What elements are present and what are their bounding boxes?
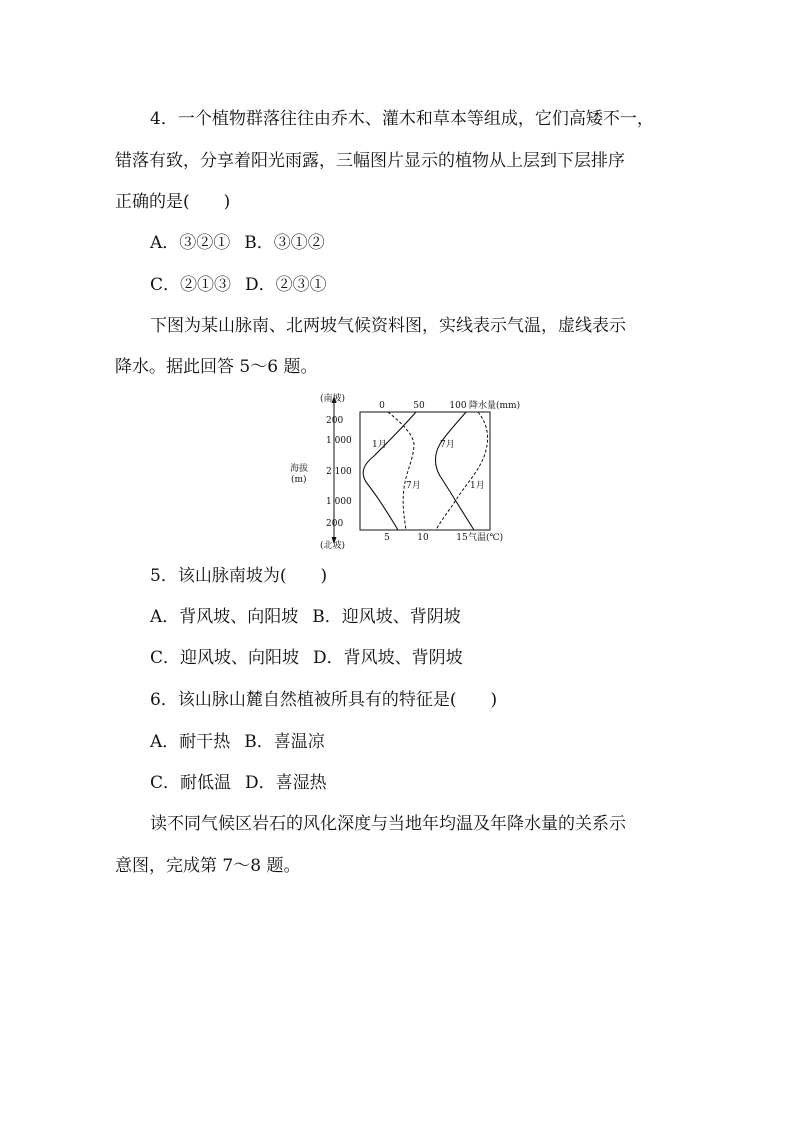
- q6-option-a: A．耐干热: [150, 732, 231, 752]
- temp-tick: 5: [384, 533, 390, 543]
- q6-option-c: C．耐低温: [150, 773, 232, 793]
- altitude-unit: (m): [291, 475, 307, 485]
- jul-temperature-curve: [436, 412, 475, 530]
- altitude-title: 海拔: [290, 464, 309, 474]
- precip-tick: 100: [449, 401, 467, 411]
- q4-option-d: D．②③①: [245, 275, 327, 295]
- q4-option-a: A．③②①: [150, 233, 231, 253]
- temp-tick: 15: [456, 533, 468, 543]
- temp-axis-label: 气温(℃): [468, 533, 504, 543]
- y-tick: 200: [326, 416, 344, 426]
- q5-option-a: A．背风坡、向阳坡: [150, 607, 299, 627]
- jan-precipitation-curve: [388, 412, 414, 530]
- q4-options-cd: [150, 274, 327, 296]
- y-tick: 1 000: [326, 497, 352, 507]
- q6-options-ab: [150, 731, 325, 753]
- y-tick: 1 000: [326, 436, 352, 446]
- q4-option-c: C．②①③: [150, 275, 232, 295]
- precip-tick: 50: [413, 401, 425, 411]
- q6-options-cd: [150, 772, 327, 794]
- temp-tick: 10: [417, 533, 429, 543]
- jan-precip-label: 1月: [470, 481, 485, 491]
- intro-78-line-1: 读不同气候区岩石的风化深度与当地年均温及年降水量的关系示: [150, 814, 626, 834]
- jan-temperature-curve: [363, 412, 416, 530]
- intro-56-line-1: 下图为某山脉南、北两坡气候资料图，实线表示气温，虚线表示: [150, 316, 626, 336]
- q4-line-2: 错落有致，分享着阳光雨露，三幅图片显示的植物从上层到下层排序: [115, 151, 625, 171]
- q6-option-d: D．喜湿热: [245, 773, 327, 793]
- jul-precipitation-curve: [436, 412, 488, 530]
- q4-options-ab: [150, 232, 325, 254]
- q5-options-ab: [150, 606, 461, 628]
- q4-line-3: 正确的是( ): [115, 192, 231, 212]
- south-slope-label: (南坡): [320, 394, 346, 404]
- y-tick: 2 100: [326, 467, 352, 477]
- north-slope-label: (北坡): [320, 541, 346, 551]
- y-tick: 200: [326, 519, 344, 529]
- q6-stem: 6．该山脉山麓自然植被所具有的特征是( ): [150, 690, 498, 710]
- climate-chart: [290, 392, 530, 552]
- jul-precip-label: 7月: [440, 440, 455, 450]
- q5-option-c: C．迎风坡、向阳坡: [150, 648, 300, 668]
- q5-options-cd: [150, 647, 463, 669]
- chart-frame: [360, 412, 490, 530]
- intro-78-line-2: 意图，完成第 7～8 题。: [115, 856, 301, 876]
- q5-option-d: D．背风坡、背阴坡: [313, 648, 463, 668]
- precip-axis-label: 降水量(mm): [469, 401, 521, 411]
- jan-temp-label: 1月: [372, 440, 387, 450]
- precip-tick: 0: [379, 401, 385, 411]
- climate-chart-svg: [290, 392, 530, 552]
- intro-56-line-2: 降水。据此回答 5～6 题。: [115, 357, 318, 377]
- q6-option-b: B．喜温凉: [244, 732, 325, 752]
- q4-option-b: B．③①②: [244, 233, 325, 253]
- jul-temp-label: 7月: [406, 481, 421, 491]
- q4-line-1: 4．一个植物群落往往由乔木、灌木和草本等组成，它们高矮不一，: [150, 109, 654, 129]
- q5-stem: 5．该山脉南坡为( ): [150, 566, 328, 586]
- q5-option-b: B．迎风坡、背阴坡: [312, 607, 461, 627]
